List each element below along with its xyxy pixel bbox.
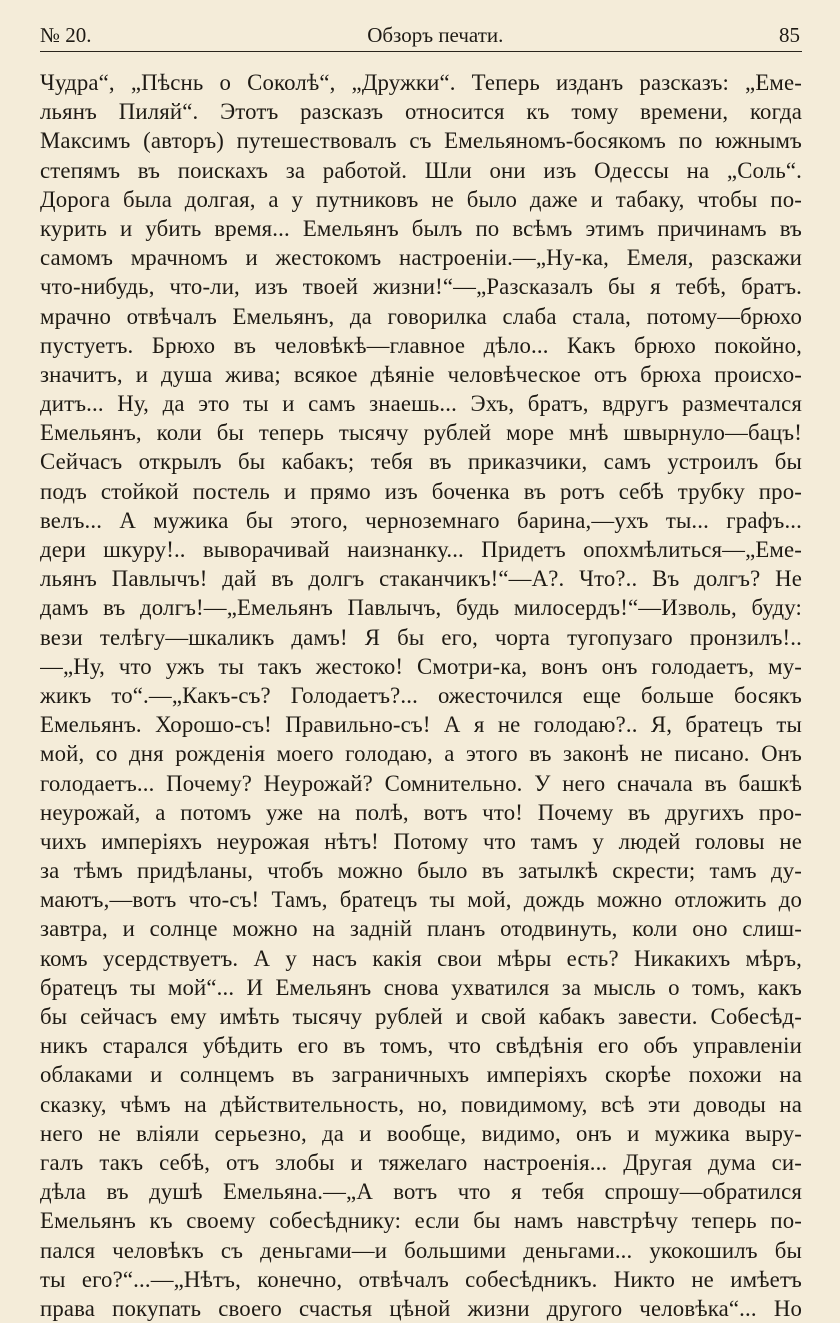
header-rule (40, 51, 802, 52)
text-line: маютъ,—вотъ что-съ! Тамъ, братецъ ты мой, дождь можно отложить до (40, 887, 802, 913)
text-line: него не вліяли серьезно, да и вообще, видимо, онъ и мужика выру- (40, 1120, 802, 1146)
text-line: комъ усердствуетъ. А у насъ какія свои мѣры есть? Никакихъ мѣръ, (40, 945, 802, 971)
section-title: Обзоръ печати. (367, 22, 504, 47)
text-line: галъ такъ себѣ, отъ злобы и тяжелаго настроенія... Другая дума си- (40, 1149, 802, 1175)
text-line: пался человѣкъ съ деньгами—и большими деньгами... укокошилъ бы (40, 1237, 802, 1263)
text-line: Емельянъ, коли бы теперь тысячу рублей море мнѣ швырнуло—бацъ! (40, 420, 802, 446)
text-line: что-нибудь, что-ли, изъ твоей жизни!“—„Разсказалъ бы я тебѣ, братъ. (40, 274, 802, 300)
text-line: жикъ то“.—„Какъ-съ? Голодаетъ?... ожесточился еще больше босякъ (40, 682, 802, 708)
text-line: чихъ имперіяхъ неурожая нѣтъ! Потому что тамъ у людей головы не (40, 828, 802, 854)
running-head (40, 16, 800, 54)
text-line: Сейчасъ открылъ бы кабакъ; тебя въ приказчики, самъ устроилъ бы (40, 449, 802, 475)
article-text (40, 68, 802, 1323)
text-line: братецъ ты мой“... И Емельянъ снова ухватился за мысль о томъ, какъ (40, 974, 802, 1000)
text-line: Максимъ (авторъ) путешествовалъ съ Емельяномъ-босякомъ по южнымъ (40, 128, 802, 154)
text-line: пустуетъ. Брюхо въ человѣкѣ—главное дѣло... Какъ брюхо покойно, (40, 332, 802, 358)
text-line: —„Ну, что ужъ ты такъ жестоко! Смотри-ка, вонъ онъ голодаетъ, му- (40, 653, 802, 679)
text-line: сказку, чѣмъ на дѣйствительность, но, повидимому, всѣ эти доводы на (40, 1091, 802, 1117)
text-line: льянъ Павлычъ! дай въ долгъ стаканчикъ!“—А?. Что?.. Въ долгъ? Не (40, 566, 802, 592)
page-number: 85 (779, 22, 800, 47)
text-line: дѣла въ душѣ Емельяна.—„А вотъ что я тебя спрошу—обратился (40, 1179, 802, 1205)
text-line: дери шкуру!.. выворачивай наизнанку... Придетъ опохмѣлиться—„Еме- (40, 537, 802, 562)
text-line: самомъ мрачномъ и жестокомъ настроеніи.—„Ну-ка, Емеля, разскажи (40, 245, 802, 271)
text-line: значитъ, и душа жива; всякое дѣяніе человѣческое отъ брюха происхо- (40, 361, 802, 387)
text-line: права покупать своего счастья цѣной жизни другого человѣка“... Но (40, 1295, 802, 1321)
text-line: Емельянъ. Хорошо-съ! Правильно-съ! А я не голодаю?.. Я, братецъ ты (40, 712, 802, 738)
text-line: Дорога была долгая, а у путниковъ не было даже и табаку, чтобы по- (40, 186, 802, 212)
text-line: мой, со дня рожденія моего голодаю, а этого въ законѣ не писано. Онъ (40, 741, 802, 767)
text-line: дамъ въ долгъ!—„Емельянъ Павлычъ, будь милосердъ!“—Изволь, буду: (40, 595, 802, 621)
text-line: льянъ Пиляй“. Этотъ разсказъ относится къ тому времени, когда (40, 99, 802, 125)
text-line: мрачно отвѣчалъ Емельянъ, да говорилка слаба стала, потому—брюхо (40, 303, 802, 329)
text-line: Чудра“, „Пѣснь о Соколѣ“, „Дружки“. Теперь изданъ разсказъ: „Еме- (40, 70, 802, 95)
text-line: никъ старался убѣдить его въ томъ, что свѣдѣнія его объ управленіи (40, 1033, 802, 1059)
text-line: неурожай, а потомъ уже на полѣ, вотъ что! Почему въ другихъ про- (40, 799, 802, 825)
text-line: голодаетъ... Почему? Неурожай? Сомнительно. У него сначала въ башкѣ (40, 770, 802, 796)
text-line: ты его?“...—„Нѣтъ, конечно, отвѣчалъ собесѣдникъ. Никто не имѣетъ (40, 1266, 802, 1292)
text-line: курить и убить время... Емельянъ былъ по всѣмъ этимъ причинамъ въ (40, 215, 802, 241)
text-line: подъ стойкой постель и прямо изъ боченка въ ротъ себѣ трубку про- (40, 478, 802, 504)
text-line: Емельянъ къ своему собесѣднику: если бы намъ навстрѣчу теперь по- (40, 1208, 802, 1234)
text-line: за тѣмъ придѣланы, чтобъ можно было въ затылкѣ скрести; тамъ ду- (40, 858, 802, 884)
text-line: степямъ въ поискахъ за работой. Шли они изъ Одессы на „Соль“. (40, 157, 802, 183)
text-line: бы сейчасъ ему имѣть тысячу рублей и свой кабакъ завести. Собесѣд- (40, 1004, 802, 1029)
text-line: велъ... А мужика бы этого, черноземнаго барина,—ухъ ты... графъ... (40, 507, 802, 533)
text-line: дитъ... Ну, да это ты и самъ знаешь... Эхъ, братъ, вдругъ размечтался (40, 391, 802, 417)
text-line: завтра, и солнце можно на задній планъ отодвинуть, коли оно слиш- (40, 916, 802, 942)
issue-number: № 20. (40, 22, 92, 47)
text-line: вези телѣгу—шкаликъ дамъ! Я бы его, чорта тугопузаго пронзилъ!.. (40, 624, 802, 650)
text-line: облаками и солнцемъ въ заграничныхъ имперіяхъ скорѣе похожи на (40, 1062, 802, 1088)
